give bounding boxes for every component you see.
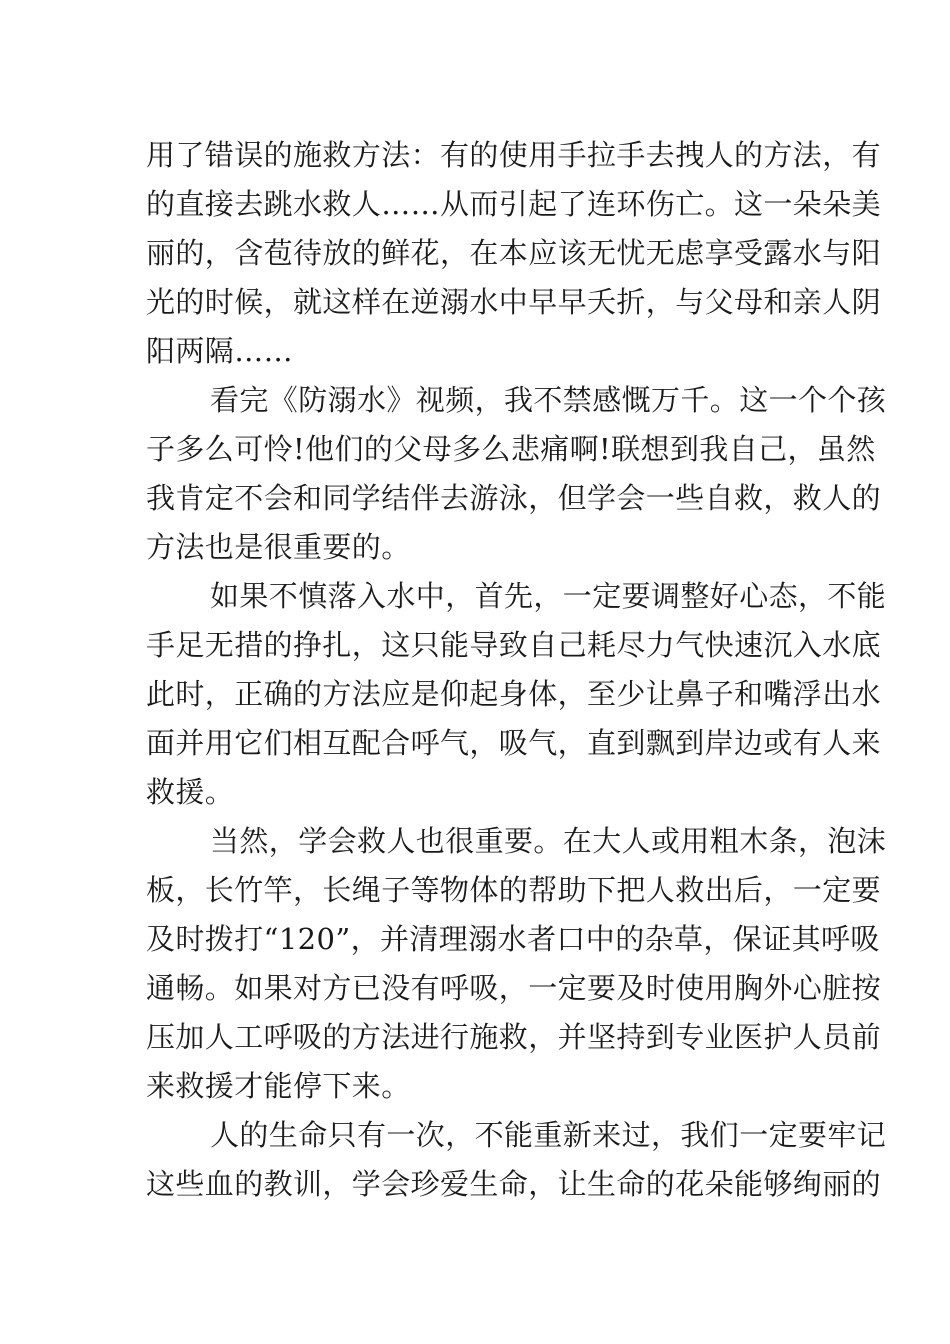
text-line: 这些血的教训，学会珍爱生命，让生命的花朵能够绚丽的 bbox=[146, 1167, 882, 1201]
text-line: 及时拨打“120”，并清理溺水者口中的杂草，保证其呼吸 bbox=[146, 922, 880, 956]
text-line: 手足无措的挣扎，这只能导致自己耗尽力气快速沉入水底 bbox=[146, 628, 882, 662]
text-line: 丽的，含苞待放的鲜花，在本应该无忧无虑享受露水与阳 bbox=[146, 236, 882, 270]
text-line: 如果不慎落入水中，首先，一定要调整好心态，不能 bbox=[210, 579, 887, 613]
text-line: 来救援才能停下来。 bbox=[146, 1069, 411, 1103]
text-line: 方法也是很重要的。 bbox=[146, 530, 411, 564]
text-line: 救援。 bbox=[146, 775, 235, 809]
text-line: 板，长竹竿，长绳子等物体的帮助下把人救出后，一定要 bbox=[146, 873, 882, 907]
text-line: 阳两隔…… bbox=[146, 334, 294, 368]
document-body bbox=[146, 131, 887, 1209]
text-line: 人的生命只有一次，不能重新来过，我们一定要牢记 bbox=[210, 1118, 887, 1152]
text-line: 压加人工呼吸的方法进行施救，并坚持到专业医护人员前 bbox=[146, 1020, 882, 1054]
text-line: 子多么可怜!他们的父母多么悲痛啊!联想到我自己，虽然 bbox=[146, 432, 876, 466]
paragraph bbox=[146, 817, 887, 1111]
paragraph bbox=[146, 1111, 887, 1209]
text-line: 通畅。如果对方已没有呼吸，一定要及时使用胸外心脏按 bbox=[146, 971, 882, 1005]
paragraph bbox=[146, 131, 882, 376]
text-line: 面并用它们相互配合呼气，吸气，直到飘到岸边或有人来 bbox=[146, 726, 882, 760]
text-line: 当然，学会救人也很重要。在大人或用粗木条，泡沫 bbox=[210, 824, 887, 858]
text-line: 我肯定不会和同学结伴去游泳，但学会一些自救，救人的 bbox=[146, 481, 882, 515]
text-line: 光的时候，就这样在逆溺水中早早夭折，与父母和亲人阴 bbox=[146, 285, 882, 319]
paragraph bbox=[146, 376, 887, 572]
text-line: 的直接去跳水救人……从而引起了连环伤亡。这一朵朵美 bbox=[146, 187, 882, 221]
text-line: 此时，正确的方法应是仰起身体，至少让鼻子和嘴浮出水 bbox=[146, 677, 882, 711]
paragraph bbox=[146, 572, 887, 817]
text-line: 看完《防溺水》视频，我不禁感慨万千。这一个个孩 bbox=[210, 383, 887, 417]
text-line: 用了错误的施救方法：有的使用手拉手去拽人的方法，有 bbox=[146, 138, 882, 172]
